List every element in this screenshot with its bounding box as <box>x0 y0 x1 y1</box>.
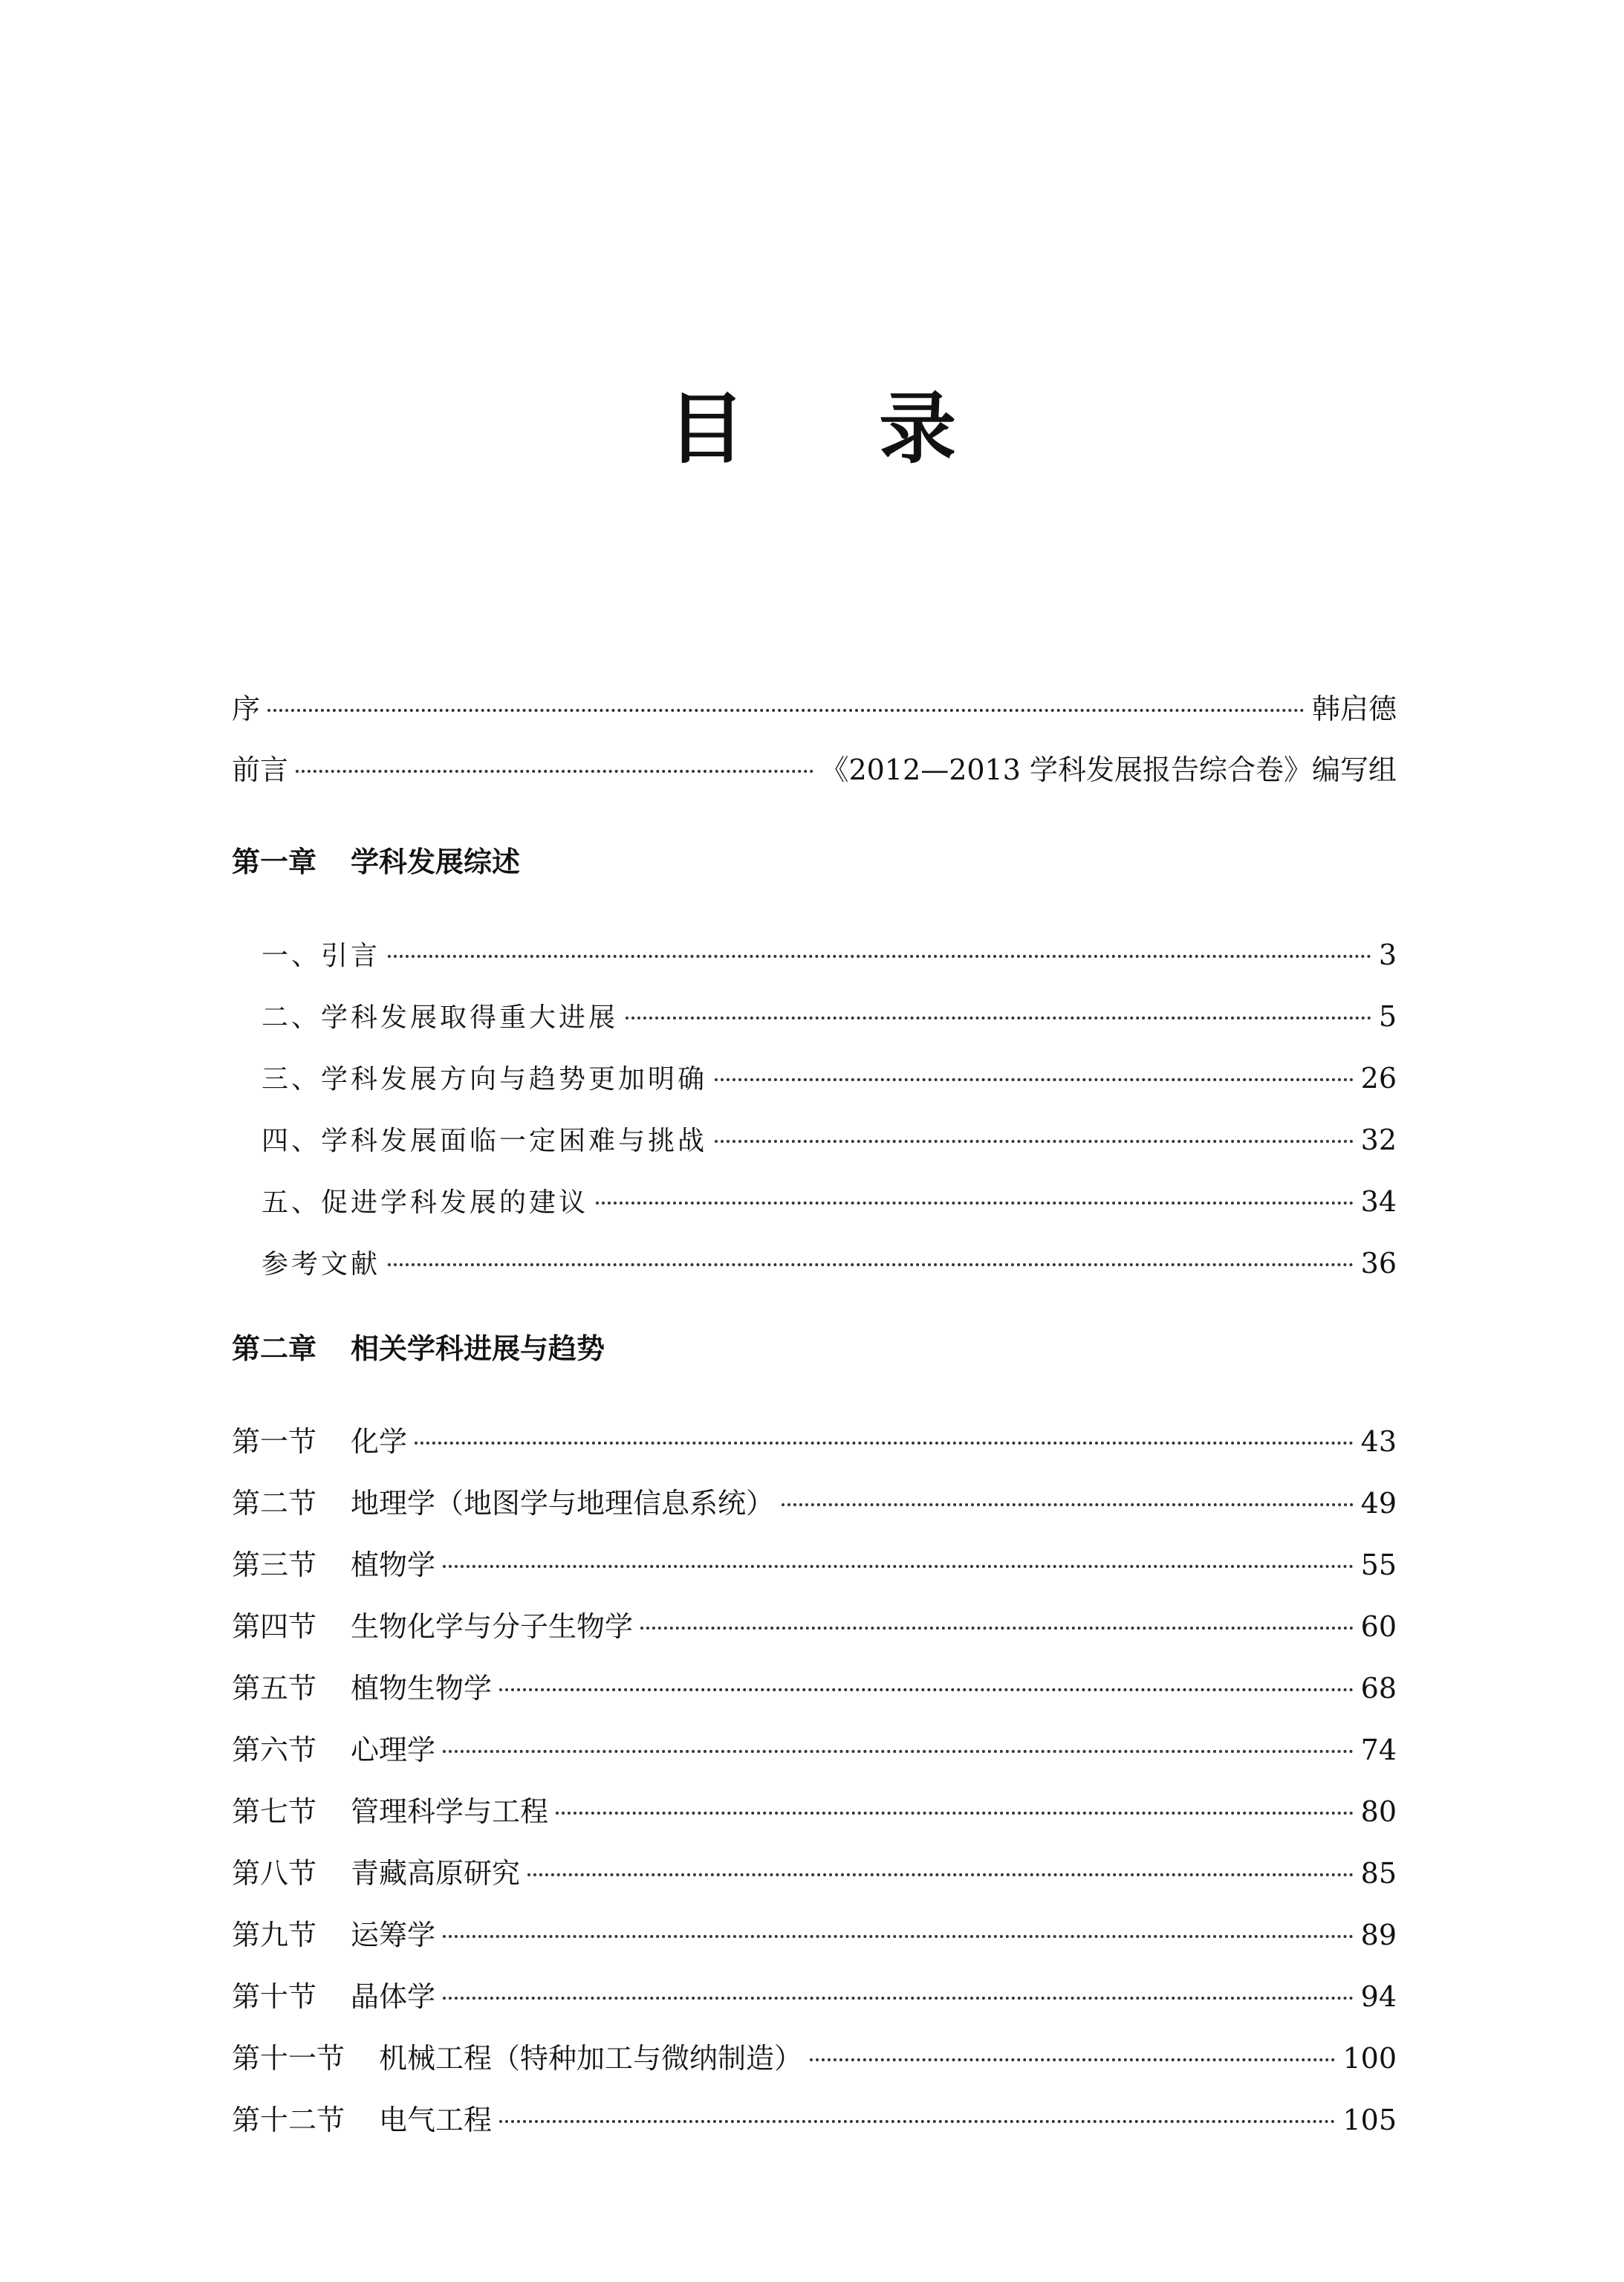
toc-entry-page: 60 <box>1360 1610 1397 1643</box>
chapter-title: 相关学科进展与趋势 <box>351 1332 605 1365</box>
chapter-heading-2[interactable] <box>232 1332 605 1365</box>
leader-dots <box>388 1263 1354 1266</box>
toc-entry-label: 二、学科发展取得重大进展 <box>262 1002 619 1033</box>
toc-entry-page: 94 <box>1360 1980 1397 2013</box>
leader-dots <box>596 1202 1354 1205</box>
section-number: 第一节 <box>232 1425 317 1458</box>
chapter-number: 第二章 <box>232 1332 317 1365</box>
toc-entry-page: 89 <box>1360 1919 1397 1951</box>
section-number: 第五节 <box>232 1672 317 1705</box>
toc-section-entry[interactable] <box>232 1736 1397 1764</box>
leader-dots <box>527 1873 1354 1876</box>
leader-dots <box>782 1503 1354 1506</box>
toc-entry-page: 74 <box>1360 1734 1397 1766</box>
toc-entry-label: 一、引言 <box>262 941 381 971</box>
section-number: 第七节 <box>232 1795 317 1828</box>
toc-section-entry[interactable] <box>232 2042 1397 2075</box>
toc-entry-page: 3 <box>1378 939 1397 971</box>
chapter-number: 第一章 <box>232 846 317 878</box>
toc-entry-page: 43 <box>1360 1425 1397 1458</box>
toc-entry-page: 26 <box>1360 1062 1397 1095</box>
leader-dots <box>640 1627 1354 1630</box>
toc-entry-page: 100 <box>1342 2042 1397 2075</box>
leader-dots <box>296 770 813 773</box>
leader-dots <box>556 1812 1354 1815</box>
toc-section-entry[interactable] <box>232 1980 1397 2013</box>
leader-dots <box>415 1442 1354 1445</box>
section-title: 青藏高原研究 <box>351 1857 521 1890</box>
toc-entry-label: 三、学科发展方向与趋势更加明确 <box>262 1064 708 1095</box>
toc-section-entry[interactable] <box>232 1487 1397 1520</box>
toc-entry-label: 序 <box>232 693 261 725</box>
section-title: 生物化学与分子生物学 <box>351 1610 634 1643</box>
leader-dots <box>715 1078 1354 1081</box>
toc-entry-page: 55 <box>1360 1549 1397 1581</box>
toc-section-entry[interactable] <box>232 1921 1397 1949</box>
section-title: 管理科学与工程 <box>351 1795 549 1828</box>
toc-entry[interactable] <box>262 1187 1397 1216</box>
toc-entry-page: 34 <box>1360 1185 1397 1218</box>
toc-entry-label: 五、促进学科发展的建议 <box>262 1187 589 1218</box>
toc-entry-page: 80 <box>1360 1795 1397 1828</box>
section-number: 第二节 <box>232 1487 317 1520</box>
toc-entry-label: 前言 <box>232 753 289 786</box>
toc-entry-preface[interactable] <box>232 695 1397 723</box>
leader-dots <box>810 2058 1335 2061</box>
toc-section-entry[interactable] <box>232 1427 1397 1456</box>
section-title: 化学 <box>351 1425 408 1458</box>
toc-section-entry[interactable] <box>232 1857 1397 1890</box>
section-number: 第三节 <box>232 1549 317 1581</box>
toc-entry[interactable] <box>262 1002 1397 1031</box>
toc-section-entry[interactable] <box>232 1795 1397 1828</box>
toc-section-entry[interactable] <box>232 2106 1397 2134</box>
toc-section-entry[interactable] <box>232 1672 1397 1705</box>
toc-entry-page: 68 <box>1360 1672 1397 1705</box>
chapter-heading-1[interactable] <box>232 848 520 876</box>
section-number: 第六节 <box>232 1734 317 1766</box>
toc-entry-author: 《2012—2013 学科发展报告综合卷》编写组 <box>820 753 1397 786</box>
page-title: 目 录 <box>667 383 1010 474</box>
section-number: 第十节 <box>232 1980 317 2013</box>
toc-entry-label: 参考文献 <box>262 1249 381 1280</box>
leader-dots <box>499 1688 1354 1691</box>
leader-dots <box>388 955 1371 958</box>
section-number: 第八节 <box>232 1857 317 1890</box>
section-title: 电气工程 <box>379 2104 493 2136</box>
toc-entry-page: 85 <box>1360 1857 1397 1890</box>
toc-entry[interactable] <box>262 1249 1397 1278</box>
section-title: 植物生物学 <box>351 1672 493 1705</box>
section-title: 机械工程（特种加工与微纳制造） <box>379 2042 803 2075</box>
section-number: 第四节 <box>232 1610 317 1643</box>
section-number: 第九节 <box>232 1919 317 1951</box>
toc-entry-page: 105 <box>1342 2104 1397 2136</box>
leader-dots <box>443 1997 1354 2000</box>
toc-section-entry[interactable] <box>232 1612 1397 1641</box>
toc-entry[interactable] <box>262 1064 1397 1093</box>
section-title: 地理学（地图学与地理信息系统） <box>351 1487 775 1520</box>
toc-entry-author: 韩启德 <box>1311 693 1397 725</box>
leader-dots <box>499 2120 1335 2123</box>
toc-entry[interactable] <box>262 941 1397 970</box>
section-number: 第十一节 <box>232 2042 345 2075</box>
toc-entry-label: 四、学科发展面临一定困难与挑战 <box>262 1126 708 1156</box>
toc-entry[interactable] <box>262 1126 1397 1155</box>
leader-dots <box>443 1565 1354 1568</box>
leader-dots <box>267 709 1305 712</box>
leader-dots <box>443 1750 1354 1753</box>
section-number: 第十二节 <box>232 2104 345 2136</box>
chapter-title: 学科发展综述 <box>351 846 521 878</box>
toc-entry-foreword[interactable] <box>232 753 1397 786</box>
leader-dots <box>626 1017 1371 1020</box>
leader-dots <box>715 1140 1354 1143</box>
toc-entry-page: 32 <box>1360 1124 1397 1156</box>
section-title: 心理学 <box>351 1734 436 1766</box>
section-title: 运筹学 <box>351 1919 436 1951</box>
toc-section-entry[interactable] <box>232 1551 1397 1579</box>
leader-dots <box>443 1935 1354 1938</box>
toc-entry-page: 49 <box>1360 1487 1397 1520</box>
section-title: 植物学 <box>351 1549 436 1581</box>
toc-entry-page: 36 <box>1360 1247 1397 1280</box>
section-title: 晶体学 <box>351 1980 436 2013</box>
toc-entry-page: 5 <box>1378 1000 1397 1033</box>
